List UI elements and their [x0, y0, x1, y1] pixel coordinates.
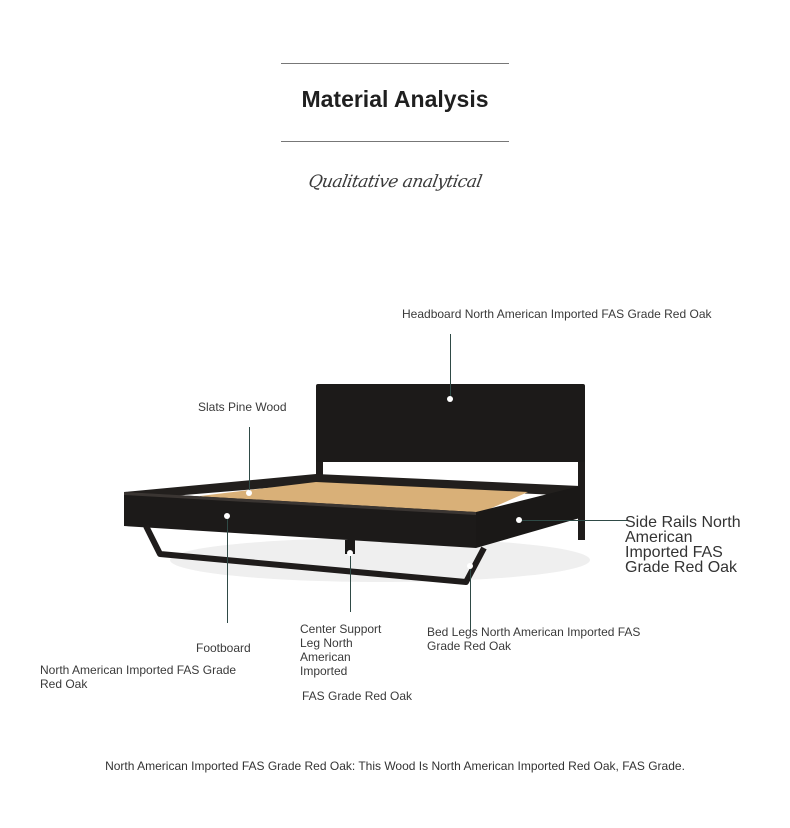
- headboard-dot: [447, 396, 453, 402]
- slats-dot: [246, 490, 252, 496]
- page-title: Material Analysis: [301, 86, 489, 112]
- center-support-leader: [350, 556, 351, 612]
- side-rails-leader: [522, 520, 628, 521]
- slats-label: Slats Pine Wood: [198, 400, 287, 414]
- center-support-material-label: FAS Grade Red Oak: [302, 689, 413, 703]
- bed-legs-label: Bed Legs North American Imported FAS Grade Red Oak: [427, 625, 641, 653]
- script-subtitle: Qualitative analytical: [306, 172, 484, 192]
- slats-leader: [249, 427, 250, 493]
- footboard-label: Footboard: [196, 641, 251, 655]
- material-footnote: North American Imported FAS Grade Red Oak: This Wood Is North American Imported Red Oak, FAS Grade.: [105, 759, 685, 773]
- side-rails-label: Side Rails North American Imported FAS Grade Red Oak: [625, 514, 741, 576]
- bed-legs-dot: [467, 563, 473, 569]
- headboard-label: Headboard North American Imported FAS Grade Red Oak: [402, 307, 712, 321]
- center-support-dot: [347, 550, 353, 556]
- center-support-label: Center Support Leg North American Imported: [300, 622, 382, 678]
- headboard-leader: [450, 334, 451, 398]
- footboard-material-label: North American Imported FAS Grade Red Oak: [40, 663, 237, 691]
- footboard-leader: [227, 517, 228, 623]
- side-rails-dot: [516, 517, 522, 523]
- footboard-dot: [224, 513, 230, 519]
